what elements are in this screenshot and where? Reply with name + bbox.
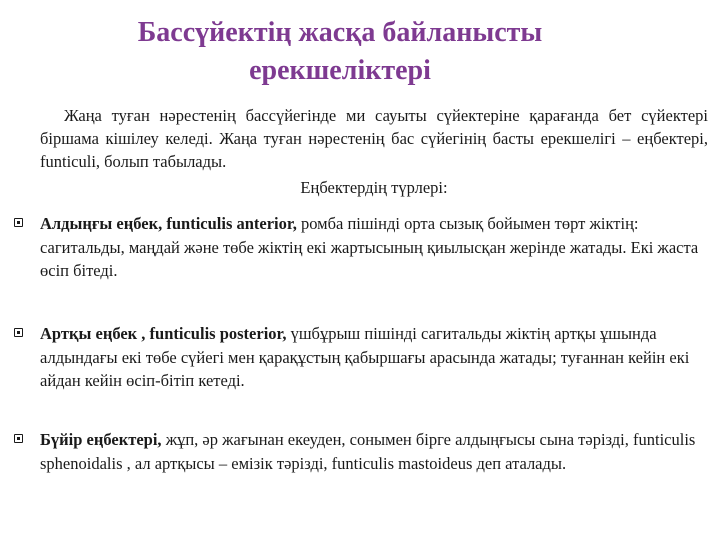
- bullet-description: жұп, әр жағынан екеуден, сонымен бірге алдыңғысы сына тәрізді, funticulis sphenoidalis , ал артқысы – емізік тәрізді, funticulis mastoideus деп аталады.: [40, 430, 696, 473]
- bullet-square-icon: [14, 434, 23, 443]
- bullet-square-icon: [14, 328, 23, 337]
- bullet-square-icon: [14, 218, 23, 227]
- bullet-term: Артқы еңбек , funticulis posterior,: [40, 324, 287, 343]
- bullet-lateral-fontanelles: [14, 428, 708, 475]
- bullet-description: ромба пішінді орта сызық бойымен төрт жіктің: сагитальды, маңдай және төбе жіктің екі жартысының қиылысқан жерінде жатады. Екі жаста өсіп бітеді.: [40, 214, 699, 280]
- bullet-term: Алдыңғы еңбек, funticulis anterior,: [40, 214, 297, 233]
- intro-paragraph: [40, 104, 708, 173]
- title-line-2: ерекшеліктері: [249, 55, 431, 86]
- bullet-description: үшбұрыш пішінді сагитальды жіктің артқы ұшында алдындағы екі төбе сүйегі мен қарақұстың қабыршағы арасында жатады; туғаннан кейін екі айдан кейін өсіп-бітіп кетеді.: [40, 324, 690, 390]
- bullet-text: [40, 212, 708, 283]
- bullet-text: [40, 322, 708, 393]
- title-line-1: Бассүйектің жасқа байланысты: [137, 17, 543, 48]
- bullet-text: [40, 428, 708, 475]
- bullet-term: Бүйір еңбектері,: [40, 430, 162, 449]
- intro-text: Жаңа туған нәрестенің бассүйегінде ми сауыты сүйектеріне қарағанда бет сүйектері біршама кішілеу келеді. Жаңа туған нәрестенің бас сүйегінің басты ерекшелігі – еңбектері, funticuli, болып табылады.: [40, 106, 708, 171]
- bullet-posterior-fontanelle: [14, 322, 708, 393]
- fontanelle-types-heading: Еңбектердің түрлері:: [300, 178, 448, 197]
- slide-title: [60, 14, 620, 90]
- bullet-anterior-fontanelle: [14, 212, 708, 283]
